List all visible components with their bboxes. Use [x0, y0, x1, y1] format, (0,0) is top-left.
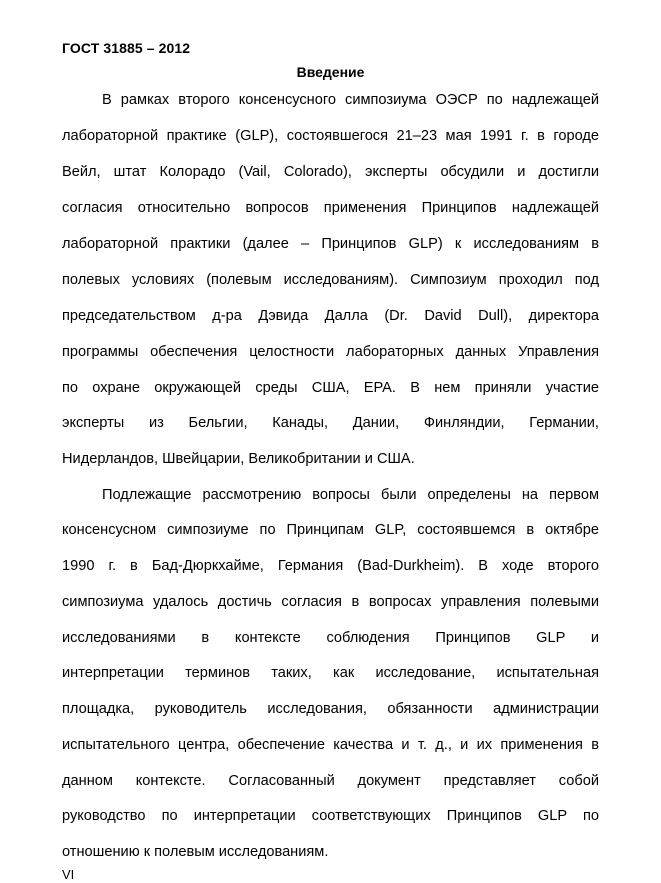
- text-line: отношению к полевым исследованиям.: [62, 844, 329, 860]
- text-line: консенсусном симпозиуме по Принципам GLP, состоявшемся в октябре: [62, 522, 599, 538]
- text-line: данном контексте. Согласованный документ представляет собой: [62, 773, 599, 789]
- text-line: Нидерландов, Швейцарии, Великобритании и США.: [62, 451, 415, 467]
- text-line: 1990 г. в Бад-Дюркхайме, Германия (Bad-Durkheim). В ходе второго: [62, 558, 599, 574]
- text-line: Подлежащие рассмотрению вопросы были определены на первом: [102, 487, 599, 503]
- text-line: интерпретации терминов таких, как исследование, испытательная: [62, 665, 599, 681]
- text-line: площадка, руководитель исследования, обязанности администрации: [62, 701, 599, 717]
- text-line: руководство по интерпретации соответствующих Принципов GLP по: [62, 808, 599, 824]
- text-line: В рамках второго консенсусного симпозиума ОЭСР по надлежащей: [102, 92, 599, 108]
- document-header: ГОСТ 31885 – 2012: [62, 40, 191, 56]
- text-line: симпозиума удалось достичь согласия в вопросах управления полевыми: [62, 594, 599, 610]
- text-line: исследованиями в контексте соблюдения Принципов GLP и: [62, 630, 599, 646]
- page-number: VI: [62, 867, 75, 882]
- text-line: лабораторной практики (далее – Принципов GLP) к исследованиям в: [62, 236, 599, 252]
- text-line: программы обеспечения целостности лабораторных данных Управления: [62, 344, 599, 360]
- text-line: эксперты из Бельгии, Канады, Дании, Финляндии, Германии,: [62, 415, 599, 431]
- text-line: полевых условиях (полевым исследованиям). Симпозиум проходил под: [62, 272, 599, 288]
- text-line: согласия относительно вопросов применения Принципов надлежащей: [62, 200, 599, 216]
- text-line: испытательного центра, обеспечение качества и т. д., и их применения в: [62, 737, 599, 753]
- section-title: Введение: [296, 64, 365, 80]
- text-line: председательством д-ра Дэвида Далла (Dr. David Dull), директора: [62, 308, 599, 324]
- text-line: лабораторной практике (GLP), состоявшегося 21–23 мая 1991 г. в городе: [62, 128, 599, 144]
- text-line: Вейл, штат Колорадо (Vail, Colorado), эксперты обсудили и достигли: [62, 164, 599, 180]
- text-line: по охране окружающей среды США, EPA. В нем приняли участие: [62, 380, 599, 396]
